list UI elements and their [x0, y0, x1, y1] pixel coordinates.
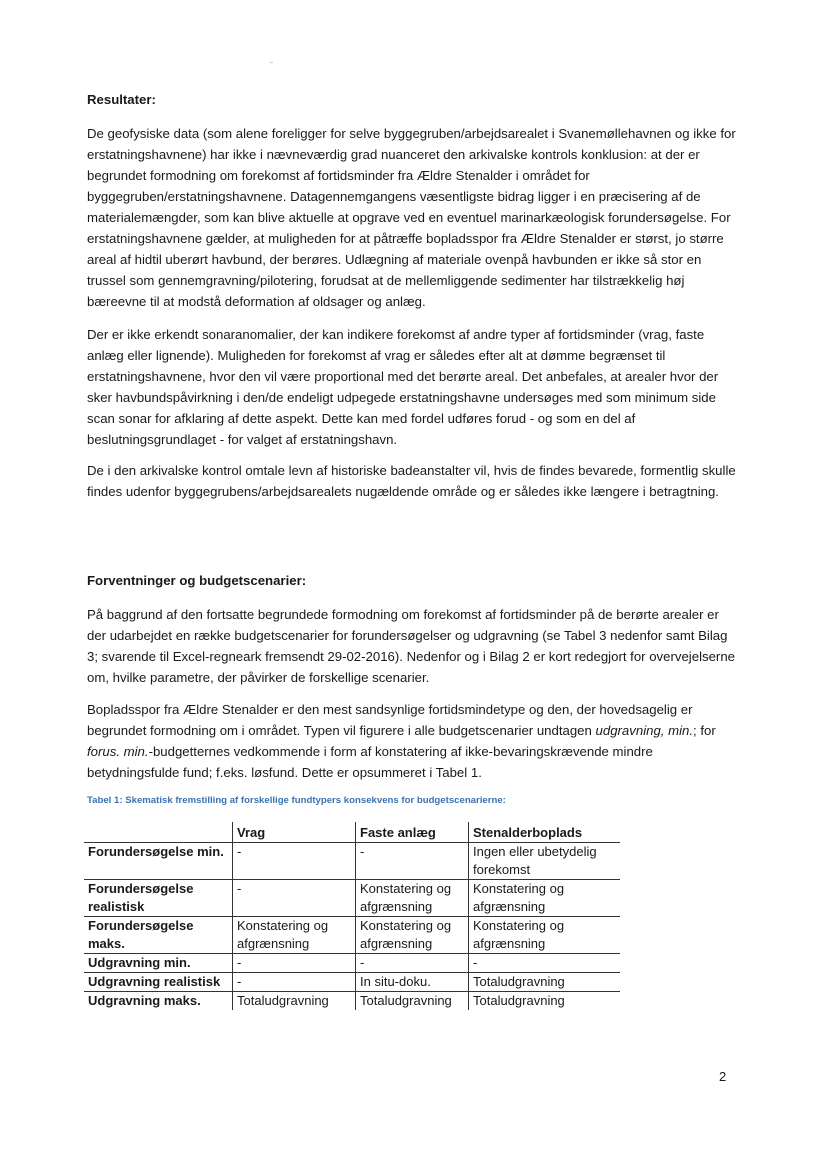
table-header-cell: Faste anlæg: [356, 822, 469, 843]
paragraph-italic-text: udgravning, min.: [595, 723, 694, 738]
results-paragraph: Der er ikke erkendt sonaranomalier, der kan indikere forekomst af andre typer af fortidsminder (vrag, faste anlæg eller lignende). Muligheden for forekomst af vrag er således efter alt at dømme begrænset til erstatningshavnene, hvor den vil være proportional med det berørte areal. Det anbefales, at arealer hvor der sker havbundspåvirkning i den/de endeligt udpegede erstatningshavne undersøges med som minimum side scan sonar for afklaring af dette aspekt. Dette kan med fordel udføres forud - og som en del af beslutningsgrundlaget - for valget af erstatningshavn.: [87, 327, 719, 447]
table-row-header: Forundersøgelse min.: [84, 843, 233, 880]
scan-mark: [270, 62, 273, 63]
table-cell: -: [233, 973, 356, 992]
table-cell: Totaludgravning: [469, 973, 621, 992]
paragraph-text: ; for: [693, 723, 716, 738]
table-caption: Tabel 1: Skematisk fremstilling af forskellige fundtypers konsekvens for budgetscenarierne:: [87, 795, 506, 806]
table-row: [84, 917, 620, 954]
expectations-paragraph: [87, 699, 737, 783]
table-row-header: Forundersøgelse maks.: [84, 917, 233, 954]
table-cell: Konstatering og afgrænsning: [356, 880, 469, 917]
results-paragraph: De geofysiske data (som alene foreligger for selve byggegruben/arbejdsarealet i Svanemøllehavnen og ikke for erstatningshavnene) har ikke i nævneværdig grad nuanceret den arkivalske kontrols konklusion: at der er begrundet formodning om forekomst af fortidsminder fra Ældre Stenalder i området for byggegruben/erstatningshavnene. Datagennemgangens væsentligste bidrag ligger i en præcisering af de materialemængder, som kan blive aktuelle at opgrave ved en eventuel marinarkæologisk forundersøgelse. For erstatningshavnene gælder, at muligheden for at påtræffe bopladsspor fra Ældre Stenalder er størst, jo større areal af hidtil uberørt havbund, der berøres. Udlægning af materiale ovenpå havbunden er ikke så stor en trussel som gennemgravning/pilotering, forudsat at de mellemliggende sedimenter har tilstrækkelig høj bæreevne til at modstå deformation af oldsager og anlæg.: [87, 126, 736, 309]
table-row: [84, 843, 620, 880]
table-header-cell: [84, 822, 233, 843]
paragraph-text: -budgetternes vedkommende i form af konstatering af ikke-bevaringskrævende mindre betydningsfulde fund; f.eks. løsfund. Dette er opsummeret i Tabel 1.: [87, 744, 653, 780]
paragraph-text: Bopladsspor fra Ældre Stenalder er den mest sandsynlige fortidsmindetype og den, der hovedsagelig er begrundet formodning om i området. Typen vil figurere i alle budgetscenarier undtagen: [87, 702, 693, 738]
table-cell: -: [233, 954, 356, 973]
table-row-header: Forundersøgelse realistisk: [84, 880, 233, 917]
table-cell: Totaludgravning: [469, 992, 621, 1011]
paragraph-italic-text: forus. min.: [87, 744, 149, 759]
table-row: [84, 954, 620, 973]
table-cell: In situ-doku.: [356, 973, 469, 992]
table-cell: -: [233, 843, 356, 880]
table-cell: Ingen eller ubetydelig forekomst: [469, 843, 621, 880]
table-row-header: Udgravning min.: [84, 954, 233, 973]
results-heading: Resultater:: [87, 92, 156, 107]
table-header-cell: Stenalderboplads: [469, 822, 621, 843]
table-cell: Konstatering og afgrænsning: [233, 917, 356, 954]
table-cell: -: [356, 954, 469, 973]
table-cell: -: [356, 843, 469, 880]
table-row-header: Udgravning realistisk: [84, 973, 233, 992]
table-row: [84, 973, 620, 992]
table-cell: -: [469, 954, 621, 973]
table-header-cell: Vrag: [233, 822, 356, 843]
fundtype-table: [84, 822, 620, 1010]
table-cell: Totaludgravning: [356, 992, 469, 1011]
table-cell: Konstatering og afgrænsning: [356, 917, 469, 954]
table-cell: Totaludgravning: [233, 992, 356, 1011]
table-row: [84, 880, 620, 917]
table-header-row: [84, 822, 620, 843]
results-paragraph: De i den arkivalske kontrol omtale levn af historiske badeanstalter vil, hvis de findes bevarede, formentlig skulle findes udenfor byggegrubens/arbejdsarealets nugældende område og er således ikke længere i betragtning.: [87, 463, 736, 499]
table-row-header: Udgravning maks.: [88, 993, 201, 1008]
expectations-heading: Forventninger og budgetscenarier:: [87, 573, 307, 588]
table-cell: -: [233, 880, 356, 917]
table-cell: Konstatering og afgrænsning: [469, 880, 621, 917]
page-number: 2: [719, 1069, 727, 1084]
table-row: [84, 992, 620, 1011]
expectations-paragraph: På baggrund af den fortsatte begrundede formodning om forekomst af fortidsminder på de berørte arealer er der udarbejdet en række budgetscenarier for forundersøgelser og udgravning (se Tabel 3 nedenfor samt Bilag 3; svarende til Excel-regneark fremsendt 29-02-2016). Nedenfor og i Bilag 2 er kort redegjort for overvejelserne om, hvilke parametre, der påvirker de forskellige scenarier.: [87, 607, 735, 685]
table-cell: Konstatering og afgrænsning: [469, 917, 621, 954]
